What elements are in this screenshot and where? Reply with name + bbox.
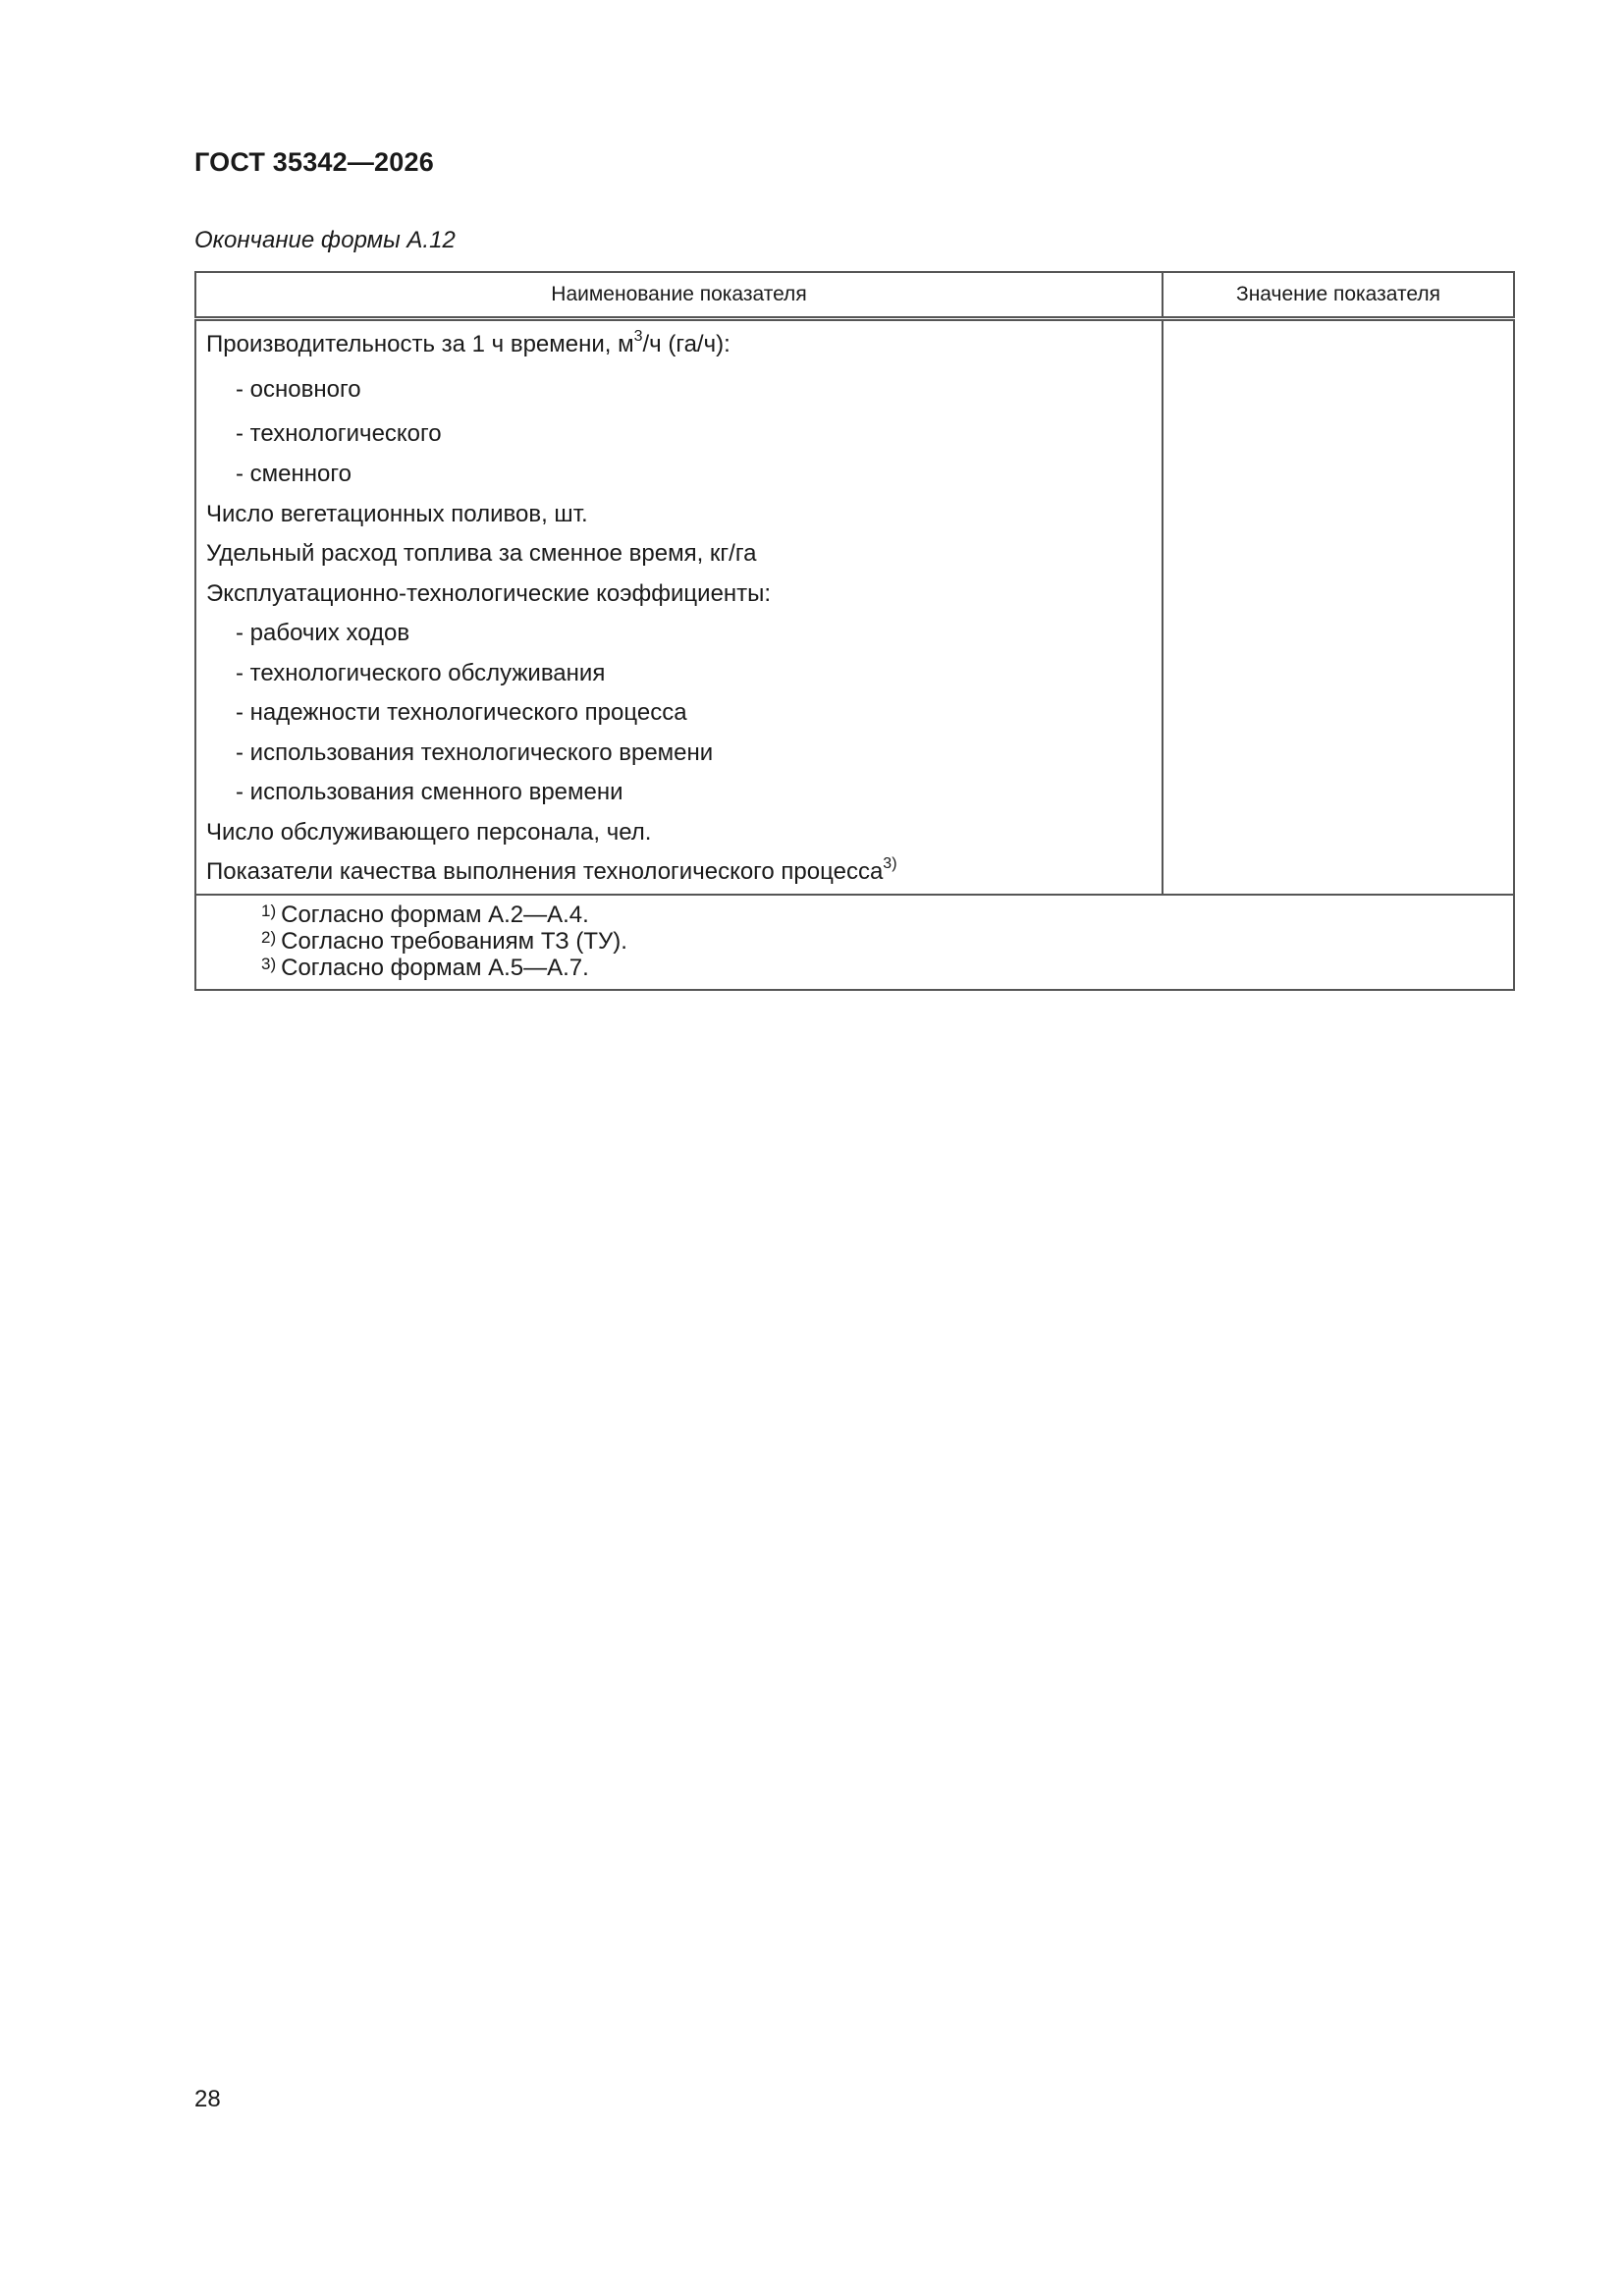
document-code: ГОСТ 35342—2026 [194,147,434,177]
footnote-text: Согласно формам А.5—А.7. [281,955,589,981]
indicator-text: Показатели качества выполнения технологического процесса [206,858,884,885]
indicator-text: Производительность за 1 ч времени, м [206,331,634,357]
indicator-coef-maintenance: - технологического обслуживания [236,659,606,686]
footnote-mark: 3) [261,955,277,973]
indicator-irrigation-count: Число вегетационных поливов, шт. [206,500,588,527]
indicator-values-cell [1163,319,1514,896]
footnote-mark: 1) [261,902,277,920]
footnotes-row [195,895,1514,990]
footnotes-cell [195,895,1514,990]
indicator-coef-working-runs: - рабочих ходов [236,620,410,646]
indicator-names-cell [195,319,1163,896]
column-header-value: Значение показателя [1163,272,1514,319]
indicator-fuel-consumption: Удельный расход топлива за сменное время, кг/га [206,540,757,567]
indicator-personnel: Число обслуживающего персонала, чел. [206,818,652,846]
indicator-productivity-technological: - технологического [236,420,442,447]
page-number: 28 [194,2086,221,2112]
indicator-body-row [195,319,1514,896]
table-header-row [195,272,1514,319]
superscript: 3 [633,328,643,345]
superscript: 3) [883,855,897,872]
footnote [261,957,1513,980]
indicator-coef-tech-time: - использования технологического времени [236,738,714,766]
footnote-mark: 2) [261,928,277,947]
footnote [261,930,1513,954]
indicator-productivity-shift: - сменного [236,461,352,487]
form-caption: Окончание формы А.12 [194,227,456,253]
indicator-text-tail: /ч (га/ч): [642,331,730,357]
indicator-table [194,271,1515,991]
footnote-text: Согласно формам А.2—А.4. [281,902,589,928]
indicator-coef-reliability: - надежности технологического процесса [236,699,687,726]
indicator-coef-shift-time: - использования сменного времени [236,779,623,805]
column-header-name: Наименование показателя [195,272,1163,319]
footnote-text: Согласно требованиям ТЗ (ТУ). [281,928,627,955]
indicator-quality [206,855,1162,885]
indicator-productivity [206,328,1162,357]
footnote [261,903,1513,927]
indicator-productivity-main: - основного [236,376,361,403]
indicator-coefficients: Эксплуатационно-технологические коэффициенты: [206,579,772,607]
